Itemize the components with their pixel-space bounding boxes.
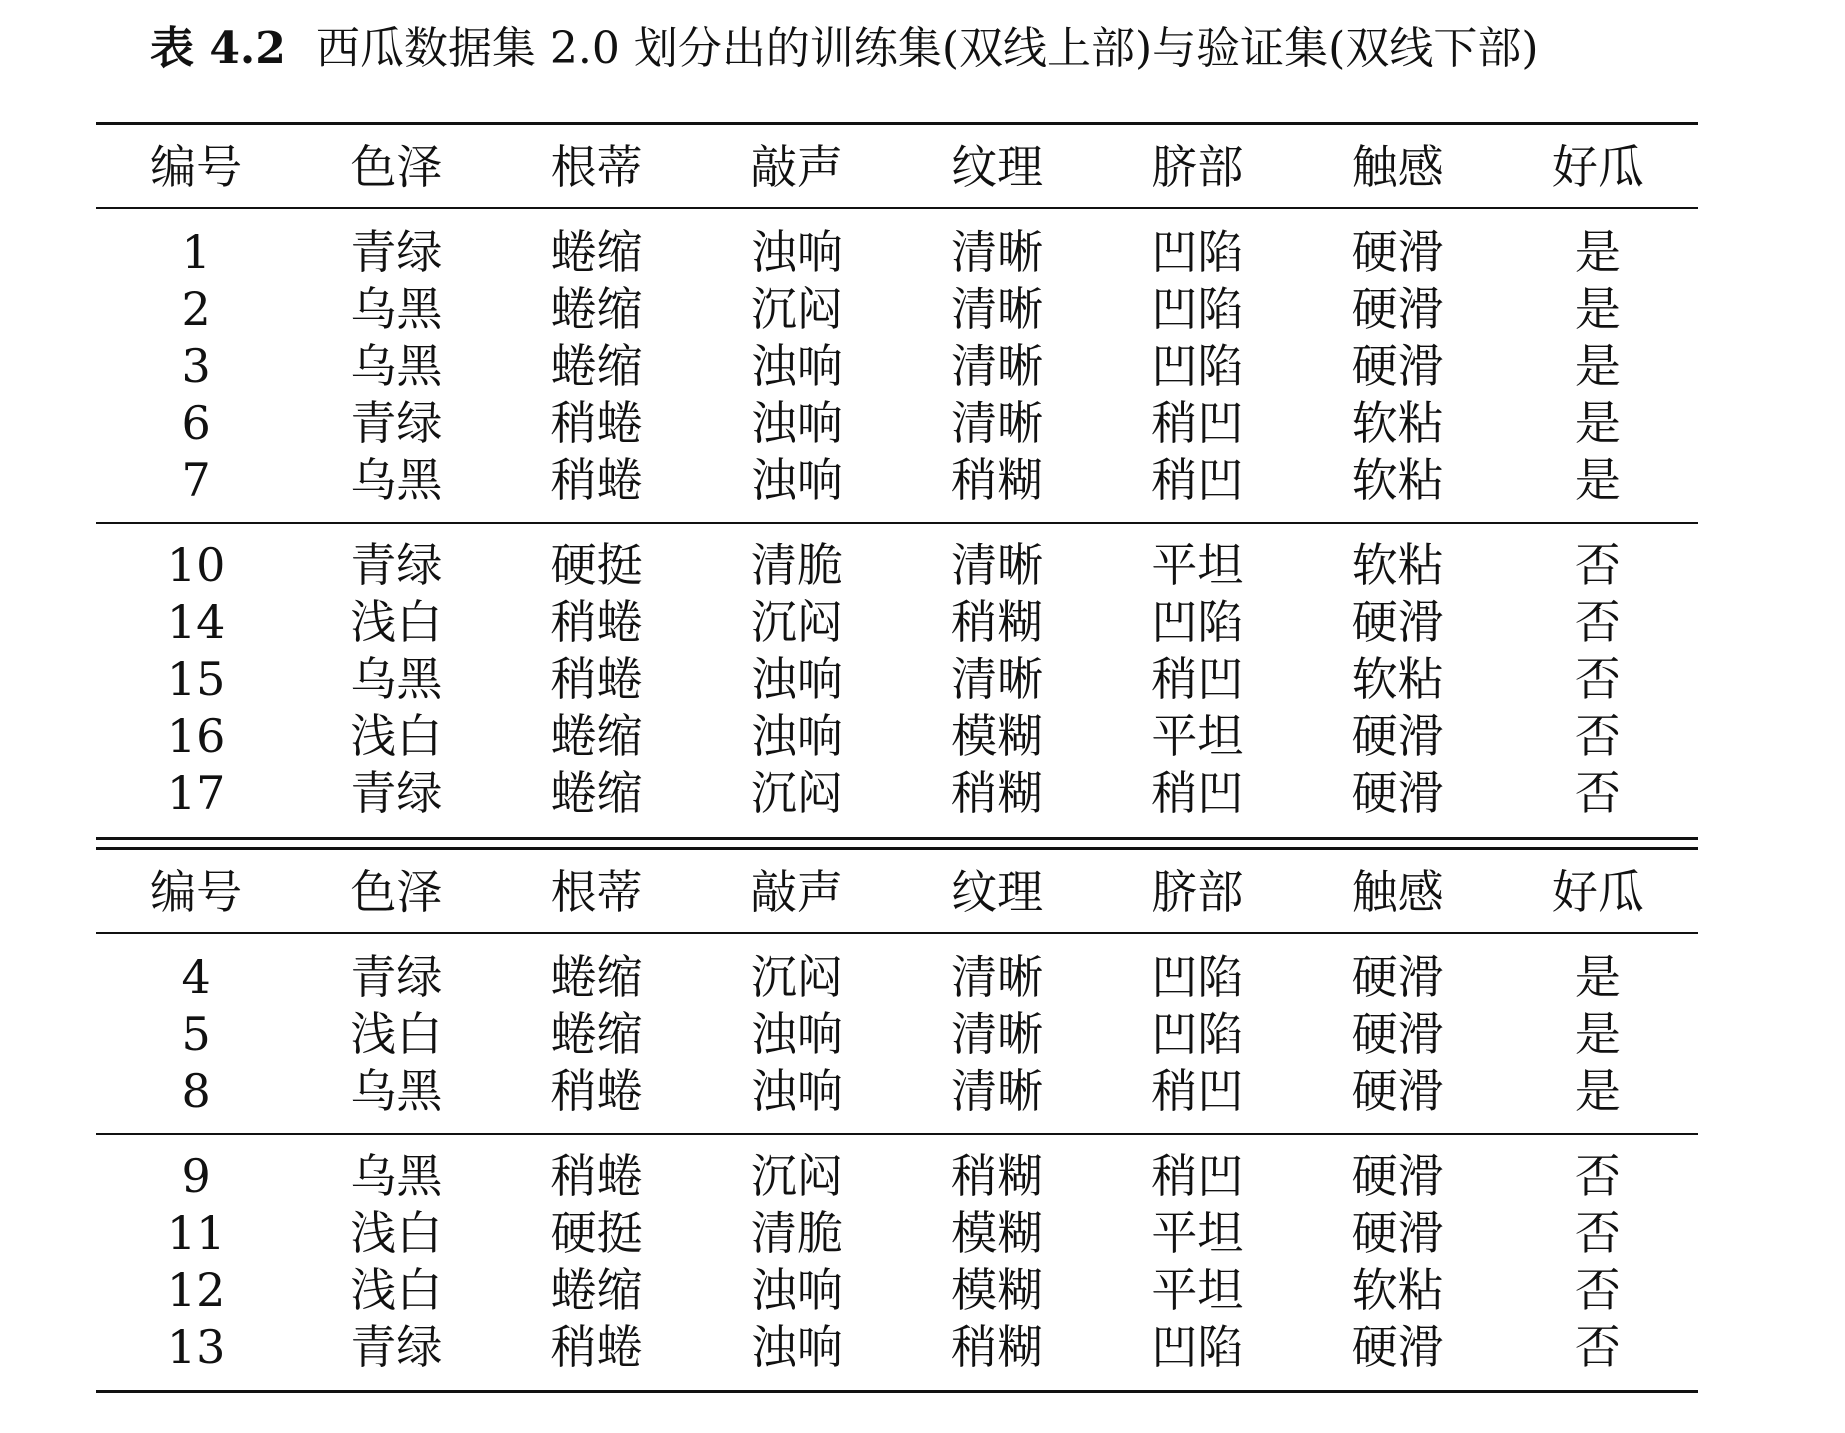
col-header-sound: 敲声 bbox=[750, 865, 843, 919]
cell-texture: 清晰 bbox=[951, 225, 1044, 279]
cell-id: 4 bbox=[181, 950, 211, 1004]
cell-label: 是 bbox=[1574, 225, 1621, 279]
table-row bbox=[96, 1205, 1698, 1262]
cell-label: 是 bbox=[1574, 396, 1621, 450]
cell-touch: 硬滑 bbox=[1351, 595, 1444, 649]
validation-set bbox=[96, 850, 1698, 1390]
table-row bbox=[96, 1134, 1698, 1205]
cell-navel: 平坦 bbox=[1151, 538, 1244, 592]
cell-navel: 凹陷 bbox=[1151, 595, 1244, 649]
cell-texture: 稍糊 bbox=[951, 1149, 1044, 1203]
cell-root: 蜷缩 bbox=[550, 339, 643, 393]
cell-color: 浅白 bbox=[350, 595, 443, 649]
table-row bbox=[96, 210, 1698, 281]
cell-touch: 硬滑 bbox=[1351, 950, 1444, 1004]
cell-color: 乌黑 bbox=[350, 453, 443, 507]
cell-color: 乌黑 bbox=[350, 1149, 443, 1203]
cell-id: 3 bbox=[181, 339, 211, 393]
col-header-color: 色泽 bbox=[350, 865, 443, 919]
cell-root: 稍蜷 bbox=[550, 396, 643, 450]
cell-sound: 浊响 bbox=[750, 1064, 843, 1118]
cell-touch: 硬滑 bbox=[1351, 709, 1444, 763]
cell-color: 乌黑 bbox=[350, 652, 443, 706]
cell-navel: 平坦 bbox=[1151, 709, 1244, 763]
training-table bbox=[96, 125, 1698, 836]
cell-touch: 硬滑 bbox=[1351, 1206, 1444, 1260]
cell-id: 15 bbox=[166, 652, 226, 706]
cell-sound: 浊响 bbox=[750, 339, 843, 393]
cell-color: 青绿 bbox=[350, 538, 443, 592]
cell-root: 稍蜷 bbox=[550, 453, 643, 507]
cell-sound: 浊响 bbox=[750, 1263, 843, 1317]
table-row bbox=[96, 651, 1698, 708]
table-row bbox=[96, 594, 1698, 651]
table-row bbox=[96, 935, 1698, 1006]
cell-label: 是 bbox=[1574, 453, 1621, 507]
cell-touch: 硬滑 bbox=[1351, 1007, 1444, 1061]
cell-label: 是 bbox=[1574, 1007, 1621, 1061]
cell-sound: 沉闷 bbox=[750, 595, 843, 649]
col-header-touch: 触感 bbox=[1351, 865, 1444, 919]
cell-sound: 浊响 bbox=[750, 1007, 843, 1061]
cell-sound: 浊响 bbox=[750, 396, 843, 450]
cell-label: 否 bbox=[1574, 1263, 1621, 1317]
cell-sound: 浊响 bbox=[750, 1320, 843, 1374]
cell-navel: 凹陷 bbox=[1151, 225, 1244, 279]
table-row bbox=[96, 523, 1698, 594]
cell-label: 否 bbox=[1574, 595, 1621, 649]
cell-touch: 软粘 bbox=[1351, 396, 1444, 450]
col-header-id: 编号 bbox=[150, 140, 243, 194]
cell-color: 浅白 bbox=[350, 1206, 443, 1260]
cell-navel: 凹陷 bbox=[1151, 950, 1244, 1004]
cell-sound: 浊响 bbox=[750, 453, 843, 507]
cell-sound: 沉闷 bbox=[750, 282, 843, 336]
training-positive-group bbox=[96, 210, 1698, 523]
col-header-label: 好瓜 bbox=[1551, 140, 1644, 194]
cell-label: 是 bbox=[1574, 1064, 1621, 1118]
cell-touch: 硬滑 bbox=[1351, 1149, 1444, 1203]
cell-id: 9 bbox=[181, 1149, 211, 1203]
cell-id: 8 bbox=[181, 1064, 211, 1118]
cell-texture: 模糊 bbox=[951, 1206, 1044, 1260]
cell-sound: 清脆 bbox=[750, 1206, 843, 1260]
col-header-navel: 脐部 bbox=[1151, 140, 1244, 194]
cell-color: 浅白 bbox=[350, 1007, 443, 1061]
cell-root: 蜷缩 bbox=[550, 282, 643, 336]
cell-texture: 清晰 bbox=[951, 396, 1044, 450]
validation-positive-group bbox=[96, 935, 1698, 1134]
bottom-rule bbox=[96, 1390, 1698, 1393]
cell-color: 浅白 bbox=[350, 709, 443, 763]
validation-negative-group bbox=[96, 1134, 1698, 1390]
table-row bbox=[96, 1006, 1698, 1063]
cell-touch: 硬滑 bbox=[1351, 225, 1444, 279]
table-row bbox=[96, 1319, 1698, 1390]
cell-color: 浅白 bbox=[350, 1263, 443, 1317]
cell-id: 17 bbox=[166, 766, 226, 820]
cell-id: 14 bbox=[166, 595, 226, 649]
cell-label: 否 bbox=[1574, 538, 1621, 592]
cell-id: 2 bbox=[181, 282, 211, 336]
cell-sound: 沉闷 bbox=[750, 950, 843, 1004]
cell-navel: 稍凹 bbox=[1151, 396, 1244, 450]
cell-color: 乌黑 bbox=[350, 339, 443, 393]
training-negative-group bbox=[96, 523, 1698, 836]
cell-sound: 沉闷 bbox=[750, 1149, 843, 1203]
training-set bbox=[96, 125, 1698, 836]
cell-root: 稍蜷 bbox=[550, 652, 643, 706]
cell-root: 硬挺 bbox=[550, 538, 643, 592]
cell-texture: 清晰 bbox=[951, 538, 1044, 592]
validation-header-row bbox=[96, 850, 1698, 935]
col-header-texture: 纹理 bbox=[951, 140, 1044, 194]
cell-sound: 沉闷 bbox=[750, 766, 843, 820]
training-header-row bbox=[96, 125, 1698, 210]
col-header-label: 好瓜 bbox=[1551, 865, 1644, 919]
cell-sound: 清脆 bbox=[750, 538, 843, 592]
cell-id: 13 bbox=[166, 1320, 226, 1374]
cell-texture: 清晰 bbox=[951, 282, 1044, 336]
table-row bbox=[96, 1262, 1698, 1319]
cell-label: 否 bbox=[1574, 1149, 1621, 1203]
cell-root: 稍蜷 bbox=[550, 1149, 643, 1203]
col-header-texture: 纹理 bbox=[951, 865, 1044, 919]
cell-label: 否 bbox=[1574, 709, 1621, 763]
cell-navel: 凹陷 bbox=[1151, 339, 1244, 393]
table-row bbox=[96, 1063, 1698, 1134]
cell-navel: 凹陷 bbox=[1151, 1007, 1244, 1061]
cell-navel: 稍凹 bbox=[1151, 1149, 1244, 1203]
col-header-touch: 触感 bbox=[1351, 140, 1444, 194]
cell-id: 12 bbox=[166, 1263, 226, 1317]
caption-label: 表 4.2 bbox=[150, 23, 286, 74]
table-row bbox=[96, 338, 1698, 395]
cell-id: 6 bbox=[181, 396, 211, 450]
cell-texture: 模糊 bbox=[951, 1263, 1044, 1317]
cell-texture: 清晰 bbox=[951, 1064, 1044, 1118]
table-row bbox=[96, 452, 1698, 523]
cell-navel: 凹陷 bbox=[1151, 282, 1244, 336]
cell-touch: 软粘 bbox=[1351, 538, 1444, 592]
cell-texture: 清晰 bbox=[951, 339, 1044, 393]
cell-navel: 稍凹 bbox=[1151, 766, 1244, 820]
cell-touch: 硬滑 bbox=[1351, 1064, 1444, 1118]
cell-label: 否 bbox=[1574, 766, 1621, 820]
cell-root: 蜷缩 bbox=[550, 950, 643, 1004]
cell-label: 否 bbox=[1574, 1206, 1621, 1260]
cell-navel: 稍凹 bbox=[1151, 1064, 1244, 1118]
col-header-id: 编号 bbox=[150, 865, 243, 919]
cell-id: 5 bbox=[181, 1007, 211, 1061]
cell-root: 稍蜷 bbox=[550, 1320, 643, 1374]
cell-color: 青绿 bbox=[350, 1320, 443, 1374]
cell-navel: 平坦 bbox=[1151, 1206, 1244, 1260]
table-row bbox=[96, 281, 1698, 338]
cell-id: 10 bbox=[166, 538, 226, 592]
cell-id: 1 bbox=[181, 225, 211, 279]
table-row bbox=[96, 708, 1698, 765]
cell-root: 稍蜷 bbox=[550, 1064, 643, 1118]
cell-color: 青绿 bbox=[350, 396, 443, 450]
table-row bbox=[96, 765, 1698, 836]
cell-root: 蜷缩 bbox=[550, 225, 643, 279]
cell-root: 稍蜷 bbox=[550, 595, 643, 649]
cell-sound: 浊响 bbox=[750, 709, 843, 763]
cell-touch: 硬滑 bbox=[1351, 282, 1444, 336]
col-header-root: 根蒂 bbox=[550, 865, 643, 919]
cell-texture: 稍糊 bbox=[951, 453, 1044, 507]
cell-navel: 稍凹 bbox=[1151, 652, 1244, 706]
cell-label: 否 bbox=[1574, 652, 1621, 706]
cell-root: 蜷缩 bbox=[550, 1263, 643, 1317]
col-header-sound: 敲声 bbox=[750, 140, 843, 194]
cell-sound: 浊响 bbox=[750, 652, 843, 706]
cell-texture: 清晰 bbox=[951, 1007, 1044, 1061]
cell-texture: 模糊 bbox=[951, 709, 1044, 763]
cell-color: 青绿 bbox=[350, 766, 443, 820]
cell-navel: 平坦 bbox=[1151, 1263, 1244, 1317]
cell-navel: 稍凹 bbox=[1151, 453, 1244, 507]
cell-texture: 清晰 bbox=[951, 950, 1044, 1004]
cell-root: 硬挺 bbox=[550, 1206, 643, 1260]
table-caption bbox=[150, 14, 1710, 84]
cell-id: 11 bbox=[166, 1206, 226, 1260]
col-header-color: 色泽 bbox=[350, 140, 443, 194]
cell-touch: 硬滑 bbox=[1351, 766, 1444, 820]
col-header-navel: 脐部 bbox=[1151, 865, 1244, 919]
validation-table bbox=[96, 850, 1698, 1390]
cell-touch: 软粘 bbox=[1351, 1263, 1444, 1317]
cell-texture: 稍糊 bbox=[951, 766, 1044, 820]
cell-label: 是 bbox=[1574, 950, 1621, 1004]
col-header-root: 根蒂 bbox=[550, 140, 643, 194]
cell-label: 是 bbox=[1574, 339, 1621, 393]
cell-label: 否 bbox=[1574, 1320, 1621, 1374]
cell-id: 7 bbox=[181, 453, 211, 507]
cell-touch: 软粘 bbox=[1351, 453, 1444, 507]
cell-texture: 清晰 bbox=[951, 652, 1044, 706]
cell-navel: 凹陷 bbox=[1151, 1320, 1244, 1374]
cell-color: 青绿 bbox=[350, 950, 443, 1004]
cell-color: 乌黑 bbox=[350, 282, 443, 336]
cell-root: 蜷缩 bbox=[550, 709, 643, 763]
cell-texture: 稍糊 bbox=[951, 1320, 1044, 1374]
caption-text: 西瓜数据集 2.0 划分出的训练集(双线上部)与验证集(双线下部) bbox=[315, 23, 1539, 74]
cell-root: 蜷缩 bbox=[550, 766, 643, 820]
cell-color: 乌黑 bbox=[350, 1064, 443, 1118]
cell-label: 是 bbox=[1574, 282, 1621, 336]
cell-root: 蜷缩 bbox=[550, 1007, 643, 1061]
cell-id: 16 bbox=[166, 709, 226, 763]
cell-touch: 硬滑 bbox=[1351, 339, 1444, 393]
table-row bbox=[96, 395, 1698, 452]
cell-color: 青绿 bbox=[350, 225, 443, 279]
cell-touch: 硬滑 bbox=[1351, 1320, 1444, 1374]
cell-texture: 稍糊 bbox=[951, 595, 1044, 649]
split-double-rule-upper bbox=[96, 837, 1698, 840]
cell-sound: 浊响 bbox=[750, 225, 843, 279]
cell-touch: 软粘 bbox=[1351, 652, 1444, 706]
